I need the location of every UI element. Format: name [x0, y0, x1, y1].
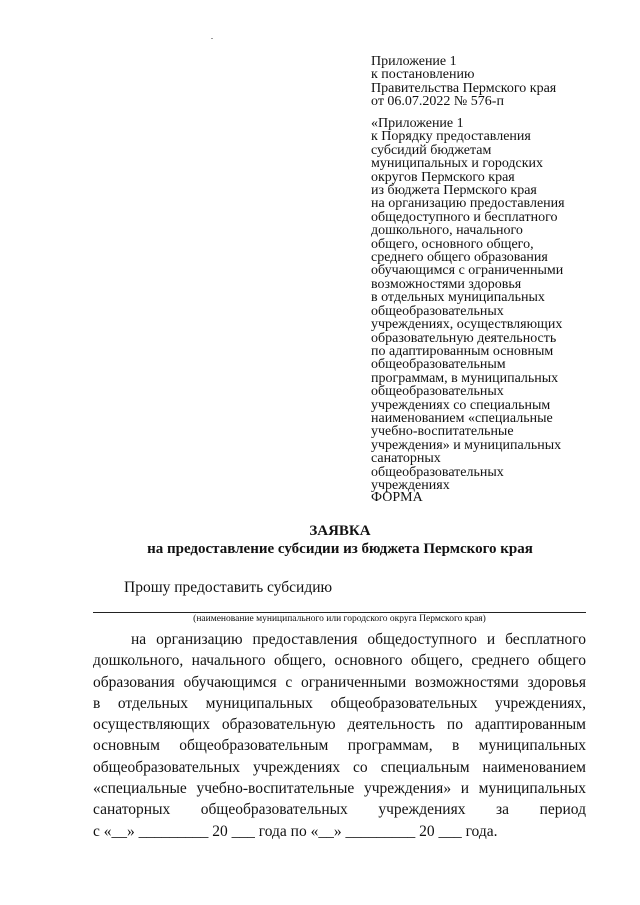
document-subtitle: на предоставление субсидии из бюджета Пермского края	[147, 541, 533, 557]
body-line: общеобразовательных учреждениях со специальным наименованием	[93, 758, 586, 776]
appendix-line: субсидий бюджетам	[371, 142, 492, 158]
body-line: на организацию предоставления общедоступного и бесплатного	[131, 631, 586, 648]
appendix-line: муниципальных и городских	[371, 156, 544, 172]
fill-in-underline	[93, 612, 586, 613]
form-label: ФОРМА	[371, 490, 423, 505]
appendix-line: учебно-воспитательные	[371, 424, 514, 440]
appendix-line: учреждениях	[371, 477, 450, 493]
appendix-line: из бюджета Пермского края	[371, 183, 537, 199]
body-paragraph	[93, 629, 586, 842]
appendix-line: возможностями здоровья	[371, 276, 522, 292]
request-statement: Прошу предоставить субсидию	[124, 579, 333, 596]
body-line: основным общеобразовательным программам, в муниципальных	[93, 737, 586, 755]
body-line: образования обучающимся с ограниченными возможностями здоровья	[93, 673, 586, 691]
appendix-line: общеобразовательных	[371, 384, 504, 400]
appendix-line: общеобразовательным	[371, 357, 506, 373]
body-line: «специальные учебно-воспитательные учреждения» и муниципальных	[93, 780, 586, 798]
appendix-line: санаторных	[371, 451, 441, 467]
appendix-line: дошкольного, начального	[371, 223, 523, 239]
appendix-line: в отдельных муниципальных	[371, 290, 545, 306]
appendix-line: среднего общего образования	[371, 250, 548, 266]
appendix-line: учреждениях, осуществляющих	[371, 317, 563, 333]
appendix-line: общеобразовательных	[371, 464, 504, 480]
appendix-line: Приложение 1	[371, 54, 457, 69]
appendix-header-primary	[371, 55, 621, 109]
appendix-line: общего, основного общего,	[371, 236, 534, 252]
body-line: дошкольного, начального общего, основного общего, среднего общего	[93, 652, 586, 670]
appendix-line: Правительства Пермского края	[371, 80, 557, 96]
body-line: санаторных общеобразовательных учреждениях за период	[93, 801, 586, 819]
appendix-line: учреждениях со специальным	[371, 397, 551, 413]
appendix-line: общедоступного и бесплатного	[371, 209, 558, 225]
document-title: ЗАЯВКА	[309, 523, 371, 539]
appendix-line: образовательную деятельность	[371, 330, 557, 346]
underline-caption: (наименование муниципального или городского округа Пермского края)	[193, 614, 486, 624]
appendix-line: на организацию предоставления	[371, 196, 565, 212]
appendix-line: по адаптированным основным	[371, 343, 554, 359]
appendix-line: от 06.07.2022 № 576-п	[371, 94, 504, 110]
appendix-line: округов Пермского края	[371, 169, 515, 185]
appendix-line: программам, в муниципальных	[371, 370, 559, 386]
appendix-line: к постановлению	[371, 67, 475, 83]
appendix-header-secondary	[371, 117, 621, 492]
appendix-line: к Порядку предоставления	[371, 129, 531, 145]
body-line: в отдельных муниципальных общеобразовательных учреждениях,	[93, 694, 586, 712]
appendix-line: наименованием «специальные	[371, 410, 553, 426]
scan-speck	[211, 38, 213, 39]
appendix-line: общеобразовательных	[371, 303, 504, 319]
appendix-line: обучающимся с ограниченными	[371, 263, 564, 279]
appendix-line: учреждения» и муниципальных	[371, 437, 562, 453]
period-line: с «__» _________ 20 ___ года по «__» _________ 20 ___ года.	[93, 822, 498, 840]
body-line: осуществляющих образовательную деятельность по адаптированным	[93, 716, 586, 734]
appendix-line: «Приложение 1	[371, 116, 464, 131]
